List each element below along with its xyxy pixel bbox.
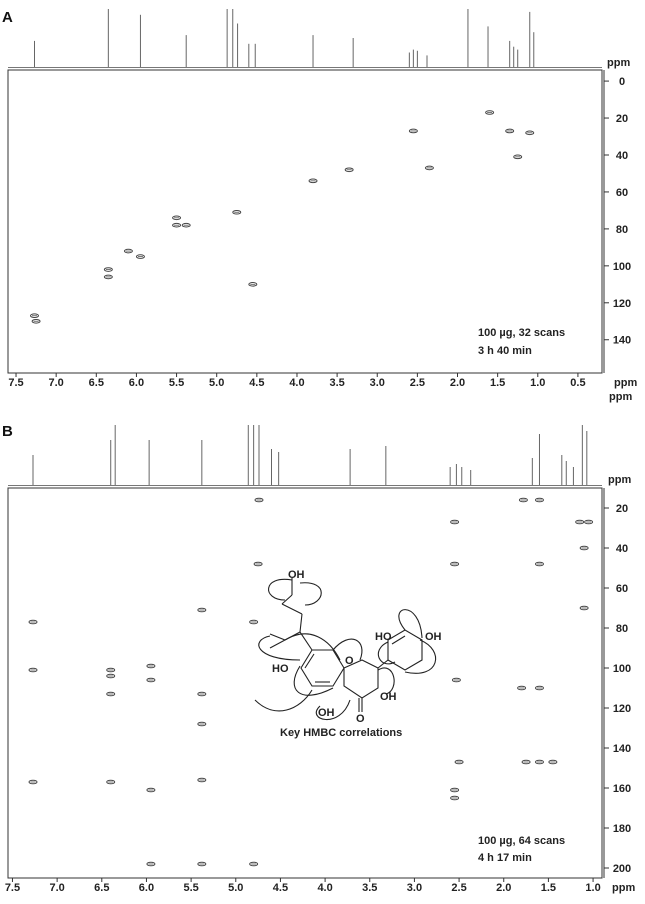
y-tick-label: 140 [612, 334, 632, 347]
y-tick-label: 20 [615, 113, 629, 126]
hmbc-structure-labels [272, 569, 442, 725]
x-tick-label: 2.5 [409, 377, 426, 389]
x-tick-label: 5.5 [183, 882, 199, 894]
x-tick-label: 3.5 [329, 377, 345, 389]
y-tick-label: 160 [612, 783, 632, 795]
structure-caption: Key HMBC correlations [280, 727, 403, 739]
structure-atom-label: OH [318, 707, 335, 719]
y-tick-label: 120 [612, 703, 632, 715]
x-tick-label: 2.0 [496, 882, 512, 894]
panel-b-x-axis [5, 878, 601, 894]
side-chain-bond [270, 640, 285, 648]
panel-a-ppm-label-bottom: ppm [609, 391, 633, 403]
x-tick-label: 4.0 [317, 882, 333, 894]
x-tick-label: 4.5 [249, 377, 265, 389]
panel-b-ppm-label-bottom: ppm [612, 882, 636, 894]
x-tick-label: 5.5 [168, 377, 185, 389]
panel-a [2, 9, 637, 403]
y-tick-label: 40 [615, 543, 629, 555]
y-tick-label: 60 [615, 583, 629, 595]
aromatic-double-bond [305, 654, 314, 668]
y-tick-label: 0 [618, 76, 626, 89]
x-tick-label: 4.0 [289, 377, 305, 389]
panel-a-annotation-line2: 3 h 40 min [478, 345, 532, 357]
side-chain-bond [282, 604, 302, 614]
x-tick-label: 6.0 [128, 377, 145, 389]
y-tick-label: 80 [615, 223, 629, 236]
structure-atom-label: OH [425, 631, 442, 643]
x-tick-label: 7.5 [8, 377, 24, 389]
panel-a-letter: A [2, 9, 13, 26]
x-tick-label: 5.0 [209, 377, 225, 389]
x-tick-label: 6.0 [138, 882, 155, 894]
y-tick-label: 100 [612, 260, 632, 273]
panel-b-plot-frame [8, 488, 602, 878]
x-tick-label: 1.5 [490, 377, 506, 389]
panel-a-annotation-line1: 100 µg, 32 scans [478, 327, 566, 339]
y-tick-label: 140 [612, 743, 632, 755]
y-tick-label: 40 [615, 149, 629, 162]
side-chain-bond [270, 634, 285, 640]
hmbc-arrow [255, 690, 312, 711]
x-tick-label: 3.5 [362, 882, 378, 894]
hmbc-arrow [300, 583, 321, 605]
y-tick-label: 120 [612, 297, 632, 310]
aromatic-double-bond [392, 636, 405, 644]
y-tick-label: 180 [612, 823, 632, 835]
panel-a-proton-spectrum [34, 9, 533, 67]
x-tick-label: 7.5 [4, 882, 21, 894]
panel-b-letter: B [2, 423, 13, 440]
y-tick-label: 100 [612, 663, 632, 675]
x-tick-label: 7.0 [48, 377, 64, 389]
x-tick-label: 2.0 [449, 377, 466, 389]
structure-atom-label: OH [288, 569, 305, 581]
hmbc-structure-drawing [255, 578, 436, 720]
x-tick-label: 0.5 [570, 377, 586, 389]
x-tick-label: 5.0 [228, 882, 244, 894]
panel-a-x-axis [8, 373, 585, 389]
hmbc-arrow [294, 666, 333, 695]
structure-atom-label: HO [375, 631, 392, 643]
x-tick-label: 1.0 [585, 882, 601, 894]
y-tick-label: 60 [615, 186, 629, 199]
x-tick-label: 1.0 [530, 377, 546, 389]
panel-b-cross-peaks [29, 498, 593, 866]
panel-b-annotation-line1: 100 µg, 64 scans [478, 835, 566, 847]
x-tick-label: 3.0 [369, 377, 385, 389]
x-tick-label: 6.5 [88, 377, 104, 389]
panel-a-ppm-label-top: ppm [607, 57, 631, 69]
y-tick-label: 20 [615, 503, 629, 515]
x-tick-label: 6.5 [94, 882, 110, 894]
x-tick-label: 4.5 [272, 882, 289, 894]
side-chain-bond [300, 614, 302, 632]
x-tick-label: 3.0 [406, 882, 423, 894]
x-tick-label: 7.0 [49, 882, 65, 894]
panel-a-y-axis [604, 70, 631, 373]
hmbc-arrow [269, 579, 292, 600]
y-tick-label: 80 [615, 623, 629, 635]
structure-atom-label: O [345, 655, 354, 667]
hmbc-arrow [405, 640, 436, 673]
panel-b-annotation-line2: 4 h 17 min [478, 852, 532, 864]
panel-b-proton-spectrum [33, 425, 587, 485]
panel-b [2, 423, 635, 894]
hmbc-arrow [259, 636, 300, 660]
y-tick-label: 200 [612, 863, 632, 875]
structure-atom-label: OH [380, 691, 397, 703]
panel-b-y-axis [604, 488, 631, 878]
panel-a-cross-peaks [30, 111, 533, 323]
structure-atom-label: O [356, 713, 365, 725]
x-tick-label: 2.5 [451, 882, 467, 894]
panel-b-ppm-label-top: ppm [608, 474, 632, 486]
x-tick-label: 1.5 [540, 882, 557, 894]
structure-atom-label: HO [272, 663, 289, 675]
panel-a-ppm-label-right: ppm [614, 377, 638, 389]
